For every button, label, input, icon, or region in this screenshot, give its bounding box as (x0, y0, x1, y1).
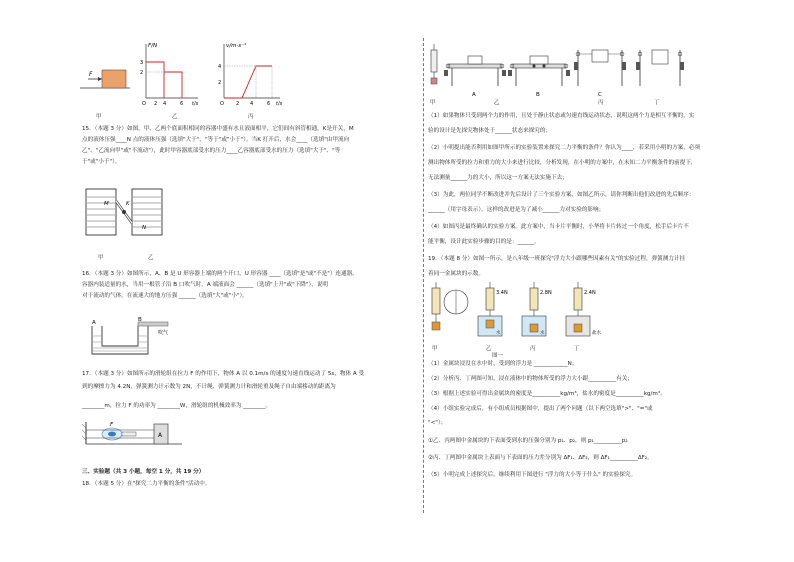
svg-text:O: O (142, 101, 146, 107)
section-title-experiments: 三、实验题（共 3 小题，每空 1 分，共 19 分） (82, 469, 205, 475)
caption-bing: 丙 (248, 114, 254, 120)
svg-text:A: A (472, 92, 476, 98)
svg-text:t/s: t/s (192, 101, 199, 107)
caption-r-ding: 丁 (654, 100, 660, 106)
svg-text:F/N: F/N (148, 43, 158, 49)
svg-text:水: 水 (540, 331, 545, 336)
svg-text:F: F (110, 422, 114, 428)
fig-force-velocity-graphs (80, 38, 300, 110)
setup-jia (432, 282, 468, 330)
apparatus-c (574, 50, 626, 98)
svg-text:吹气: 吹气 (158, 330, 169, 336)
svg-text:水: 水 (496, 331, 501, 336)
caption-r-bing: 丙 (598, 100, 604, 106)
svg-text:B: B (138, 317, 142, 323)
svg-text:2: 2 (218, 80, 222, 86)
svg-text:4: 4 (250, 101, 254, 107)
svg-text:v/m·s⁻¹: v/m·s⁻¹ (226, 43, 247, 49)
svg-text:t/s: t/s (276, 101, 283, 107)
caption-q15-jia: 甲 (98, 255, 104, 261)
block-diagram (80, 70, 130, 88)
fig-two-force-apparatus (426, 42, 686, 106)
fig-u-tube (82, 316, 192, 360)
fig-pulley-system (82, 418, 192, 448)
svg-text:3.4N: 3.4N (496, 290, 508, 296)
svg-text:A: A (92, 320, 96, 326)
caption-r-yi: 乙 (494, 100, 500, 106)
caption-q19-ding: 丁 (574, 346, 580, 352)
graph-force-time (140, 43, 199, 107)
svg-text:N: N (142, 225, 147, 231)
graph-velocity-time (218, 42, 283, 107)
svg-text:2: 2 (140, 70, 144, 76)
fig-buoyancy-experiment (426, 282, 616, 346)
question-18-intro: 18．（本题 5 分）在"探究二力平衡的条件"活动中。 (82, 481, 211, 487)
apparatus-b (508, 56, 570, 98)
caption-q15-yi: 乙 (148, 255, 154, 261)
setup-yi (478, 282, 508, 336)
caption-r-jia: 甲 (430, 100, 436, 106)
caption-q19-jia: 甲 (432, 346, 438, 352)
svg-text:2: 2 (154, 101, 158, 107)
force-label: F (89, 71, 93, 78)
svg-text:2: 2 (236, 101, 240, 107)
spring-scale (122, 432, 136, 436)
column-divider (423, 38, 424, 513)
svg-text:2.8N: 2.8N (540, 290, 552, 296)
svg-text:3: 3 (140, 60, 144, 66)
svg-text:盐水: 盐水 (592, 331, 601, 336)
svg-text:4: 4 (218, 64, 222, 70)
setup-bing (522, 282, 552, 336)
svg-text:K: K (126, 201, 130, 207)
apparatus-ding (636, 50, 684, 86)
caption-yi: 乙 (172, 114, 178, 120)
apparatus-jia (431, 44, 437, 84)
valve-icon (122, 210, 126, 214)
caption-q19-yi: 乙 (486, 346, 492, 352)
svg-text:C: C (598, 92, 602, 98)
blow-tube (138, 322, 168, 326)
fig-connected-containers (82, 185, 172, 243)
svg-text:O: O (220, 101, 224, 107)
svg-text:A: A (158, 432, 163, 439)
figure-one-title: 图一 (492, 353, 504, 359)
apparatus-a (444, 56, 506, 98)
svg-text:M: M (104, 201, 109, 207)
svg-text:6: 6 (267, 101, 271, 107)
block-shape (102, 70, 126, 88)
setup-ding (566, 282, 601, 336)
caption-q19-bing: 丙 (530, 346, 536, 352)
caption-jia: 甲 (96, 114, 102, 120)
svg-text:4: 4 (163, 101, 167, 107)
svg-text:B: B (536, 92, 540, 98)
svg-text:2.4N: 2.4N (584, 290, 596, 296)
svg-text:6: 6 (180, 101, 184, 107)
